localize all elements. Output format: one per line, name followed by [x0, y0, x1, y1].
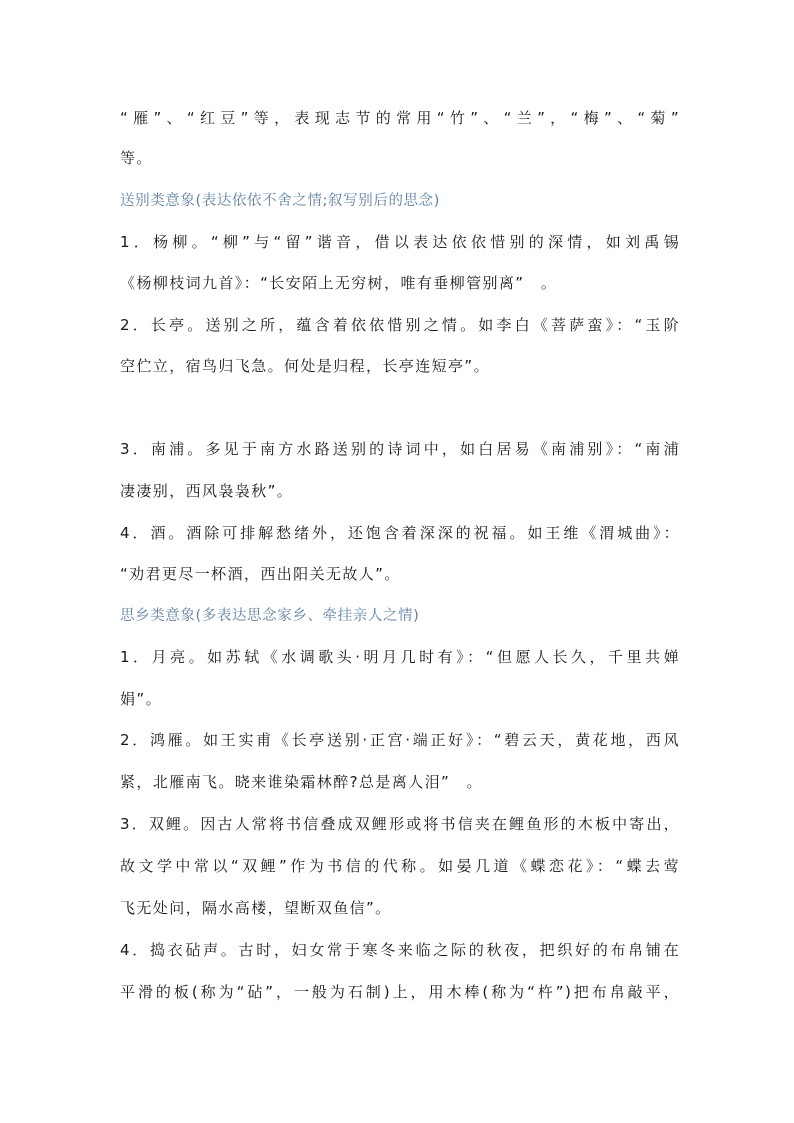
paragraph-line: “劝君更尽一杯酒，西出阳关无故人”。 [120, 565, 401, 583]
paragraph-line: 1．杨柳。“柳”与“留”谐音，借以表达依依惜别的深情，如刘禹锡 [120, 233, 680, 251]
paragraph-line: 1．月亮。如苏轼《水调歌头·明月几时有》：“但愿人长久，千里共婵 [120, 648, 680, 666]
paragraph-line: 3．南浦。多见于南方水路送别的诗词中，如白居易《南浦别》：“南浦 [120, 440, 680, 458]
paragraph-line: 2．长亭。送别之所，蕴含着依依惜别之情。如李白《菩萨蛮》：“玉阶 [120, 316, 680, 334]
paragraph-line: 《杨柳枝词九首》：“长安陌上无穷树，唯有垂柳管别离” 。 [120, 274, 558, 292]
paragraph-line: 平滑的板(称为“砧”，一般为石制)上，用木棒(称为“杵”)把布帛敲平， [120, 983, 680, 1001]
paragraph-line: 娟”。 [120, 690, 162, 708]
paragraph-line: 凄凄别，西风袅袅秋”。 [120, 482, 294, 500]
paragraph-line: “雁”、“红豆”等，表现志节的常用“竹”、“兰”，“梅”、“菊” [120, 109, 680, 127]
paragraph-line: 空伫立，宿鸟归飞急。何处是归程，长亭连短亭”。 [120, 357, 490, 375]
paragraph-line: 4．捣衣砧声。古时，妇女常于寒冬来临之际的秋夜，把织好的布帛铺在 [120, 941, 680, 959]
paragraph-line: 故文学中常以“双鲤”作为书信的代称。如晏几道《蝶恋花》：“蝶去莺 [120, 857, 680, 875]
section-heading-farewell: 送别类意象(表达依依不舍之情;叙写别后的思念) [120, 193, 440, 209]
paragraph-line: 2．鸿雁。如王实甫《长亭送别·正宫·端正好》：“碧云天，黄花地，西风 [120, 731, 680, 749]
paragraph-line: 飞无处问，隔水高楼，望断双鱼信”。 [120, 899, 392, 917]
section-heading-homesick: 思乡类意象(多表达思念家乡、牵挂亲人之情) [120, 608, 420, 624]
paragraph-line: 3．双鲤。因古人常将书信叠成双鲤形或将书信夹在鲤鱼形的木板中寄出， [120, 815, 680, 833]
paragraph-line: 4．酒。酒除可排解愁绪外，还饱含着深深的祝福。如王维《渭城曲》： [120, 524, 680, 542]
paragraph-line: 紧，北雁南飞。晓来谁染霜林醉?总是离人泪” 。 [120, 773, 483, 791]
paragraph-line: 等。 [120, 149, 153, 167]
